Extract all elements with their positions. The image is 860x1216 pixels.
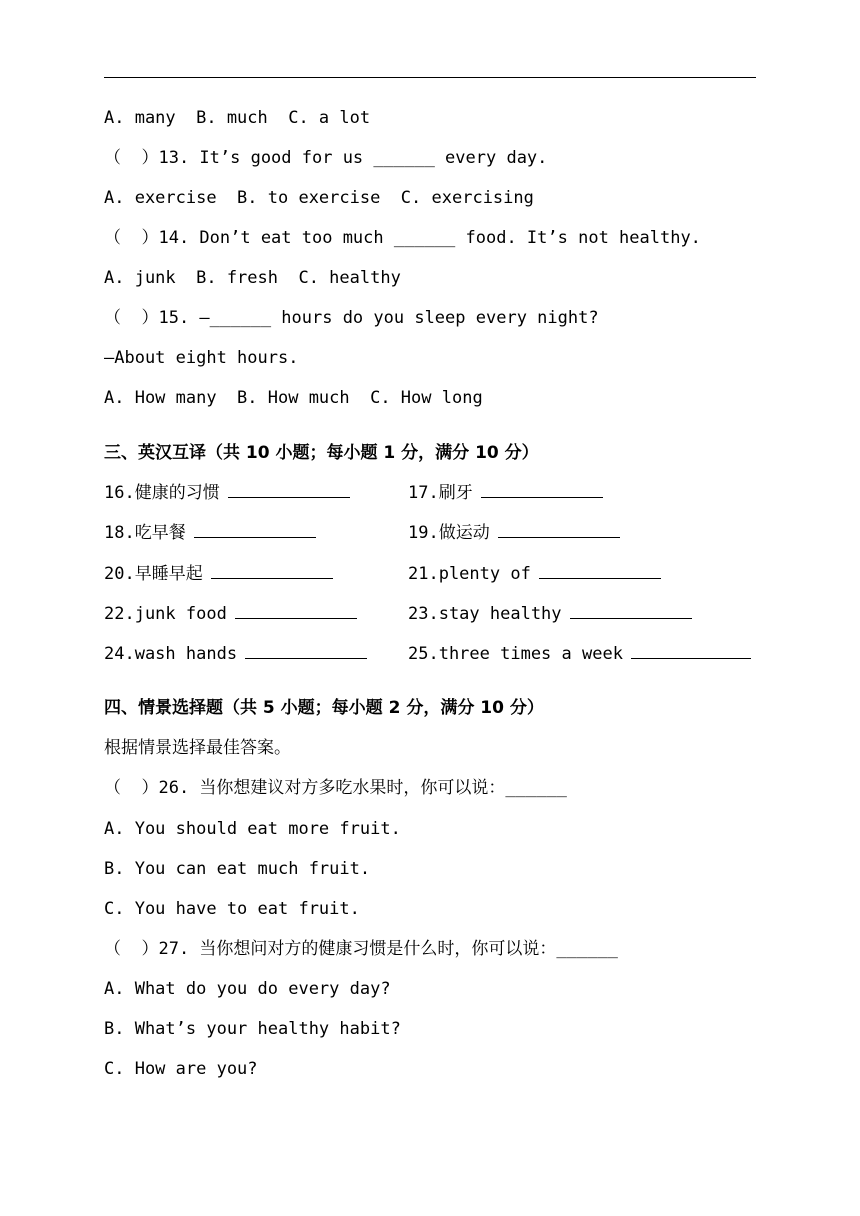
- vocab-item-17: 17.刷牙: [408, 481, 603, 505]
- answer-blank[interactable]: [235, 602, 357, 619]
- vocab-item-19: 19.做运动: [408, 521, 620, 545]
- answer-blank[interactable]: [631, 642, 751, 659]
- q26-question: （ ）26. 当你想建议对方多吃水果时，你可以说：______: [104, 778, 567, 798]
- q27-option-b: B. What’s your healthy habit?: [104, 1019, 401, 1039]
- q14-options: A. junk B. fresh C. healthy: [104, 268, 401, 288]
- q13-options: A. exercise B. to exercise C. exercising: [104, 188, 534, 208]
- vocab-item-16: 16.健康的习惯: [104, 481, 350, 505]
- answer-blank[interactable]: [194, 521, 316, 538]
- answer-blank[interactable]: [245, 642, 367, 659]
- answer-blank[interactable]: [498, 521, 620, 538]
- vocab-item-25: 25.three times a week: [408, 642, 751, 666]
- q27-option-c: C. How are you?: [104, 1059, 258, 1079]
- q15-options: A. How many B. How much C. How long: [104, 388, 483, 408]
- q27-option-a: A. What do you do every day?: [104, 979, 391, 999]
- vocab-item-18: 18.吃早餐: [104, 521, 316, 545]
- q26-option-b: B. You can eat much fruit.: [104, 859, 371, 879]
- vocab-item-22: 22.junk food: [104, 602, 357, 626]
- answer-blank[interactable]: [539, 562, 661, 579]
- vocab-item-20: 20.早睡早起: [104, 562, 333, 586]
- vocab-item-24: 24.wash hands: [104, 642, 367, 666]
- q14-question: （ ）14. Don’t eat too much ______ food. It’s not healthy.: [104, 228, 701, 248]
- answer-blank[interactable]: [570, 602, 692, 619]
- answer-blank[interactable]: [481, 481, 603, 498]
- vocab-item-21: 21.plenty of: [408, 562, 661, 586]
- vocab-item-23: 23.stay healthy: [408, 602, 692, 626]
- q27-question: （ ）27. 当你想问对方的健康习惯是什么时，你可以说：______: [104, 939, 618, 959]
- answer-blank[interactable]: [228, 481, 350, 498]
- answer-blank[interactable]: [211, 562, 333, 579]
- section4-instruction: 根据情景选择最佳答案。: [104, 738, 291, 758]
- q13-question: （ ）13. It’s good for us ______ every day.: [104, 148, 548, 168]
- header-rule: [104, 77, 756, 78]
- q15-question: （ ）15. —______ hours do you sleep every night?: [104, 308, 599, 328]
- q15-answer: —About eight hours.: [104, 348, 299, 368]
- q26-option-c: C. You have to eat fruit.: [104, 899, 360, 919]
- section4-title: 四、情景选择题（共 5 小题；每小题 2 分，满分 10 分）: [104, 698, 544, 718]
- q12-options: A. many B. much C. a lot: [104, 108, 371, 128]
- section3-title: 三、英汉互译（共 10 小题；每小题 1 分，满分 10 分）: [104, 443, 539, 463]
- q26-option-a: A. You should eat more fruit.: [104, 819, 401, 839]
